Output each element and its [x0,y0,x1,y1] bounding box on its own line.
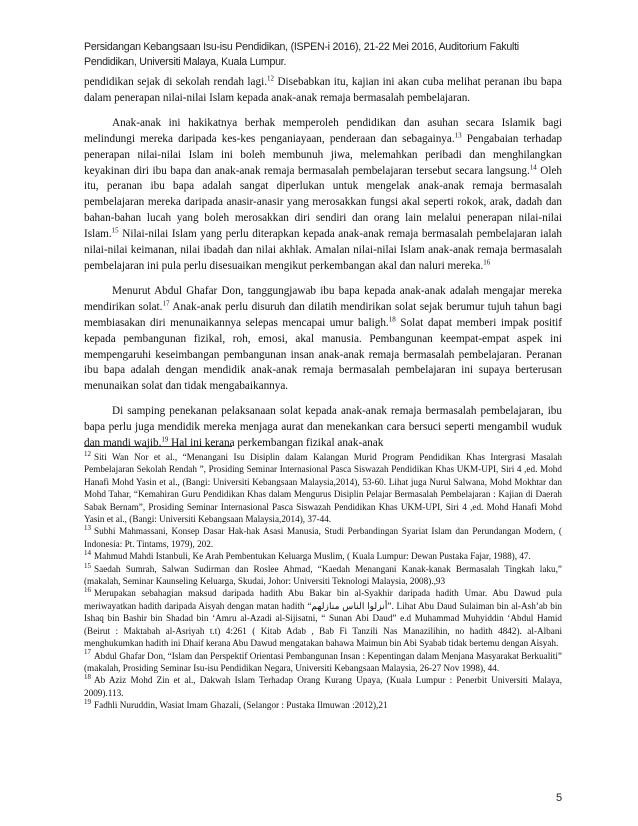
footnote-divider [84,446,232,447]
footnote-ref: 15 [111,226,119,235]
footnote-text: Saedah Sumrah, Salwan Sudirman dan Roslee Ahmad, “Kaedah Menangani Kanak-kanak Bermasalah Tingkah laku,” (makalah, Seminar Kaunseling Keluarga, Skudai, Johor: Universiti Teknologi Malaysia, 2008).,93 [84,563,562,587]
paragraph-4 [84,404,562,452]
footnote-17 [84,650,562,675]
footnote-13 [84,525,562,550]
footnote-12 [84,451,562,525]
footnote-number: 19 [84,698,91,707]
footnote-text: Fadhli Nuruddin, Wasiat Imam Ghazali, (Selangor : Pustaka Ilmuwan :2012),21 [94,700,388,711]
text-run: Menurut Abdul Ghafar Don, tanggungjawab ibu bapa kepada anak-anak adalah mengajar mereka mendirikan solat. [84,284,562,313]
paragraph-1 [84,75,562,107]
footnote-ref: 12 [267,74,274,83]
footnote-text: Siti Wan Nor et al., “Menangani Isu Disiplin dalam Kalangan Murid Program Pendidikan Khas Intergrasi Masalah Pembelajaran Sekolah Rendah ”, Prosiding Seminar Internasional Pasca Siswazah Pendidikan Khas UKM-UPI, Siri 4 ,ed. Mohd Hanafi Mohd Yasin et al., (Bangi: Universiti Kebangsaan Malaysia,2014), 53-60. Lihat juga Nurul Salwana, Mohd Mokhtar dan Mohd Tahar, “Kemahiran Guru Pendidikan Khas dalam Mengurus Disiplin Pelajar Bermasalah Pembelajaran : Kajian di Daerah Sabak Bernam”, Prosiding Seminar Internasional Pasca Siswazah Pendidikan Khas UKM-UPI, Siri 4 ,ed. Mohd Hanafi Mohd Yasin et al., (Bangi: Universiti Kebangsaan Malaysia,2014), 37-44. [84,452,562,525]
footnote-number: 14 [84,549,91,558]
paragraph-2 [84,116,562,275]
footnote-ref: 14 [529,162,537,171]
footnote-15 [84,563,562,588]
footnote-number: 16 [84,586,91,595]
header-line-2: Pendidikan, Universiti Malaya, Kuala Lumpur. [84,56,287,68]
footnote-text: Subhi Mahmassani, Konsep Dasar Hak-hak Asasi Manusia, Studi Perbandingan Syariat Islam dan Perundangan Modern, ( Indonesia: Pt. Tintams, 1979), 202. [84,526,562,549]
footnote-text: Ab Aziz Mohd Zin et al., Dakwah Islam Terhadap Orang Kurang Upaya, (Kuala Lumpur : Penerbit Universiti Malaya, 2009).113. [84,675,562,698]
text-run: Disebabkan itu, kajian ini akan cuba melihat peranan ibu bapa dalam penerapan nilai-nilai Islam kepada anak-anak remaja bermasalah pembelajaran. [84,76,562,104]
footnote-text: Mahmud Mahdi Istanbuli, Ke Arah Pembentukan Keluarga Muslim, ( Kuala Lumpur: Dewan Pustaka Fajar, 1988), 47. [94,551,531,562]
footnotes [84,451,562,712]
text-run: Solat dapat memberi impak positif kepada pembangunan fizikal, roh, emosi, akal manusia. Pembangunan keempat-empat aspek ini mempengaruhi keseimbangan pembangunan insan anak-anak remaja bermasalah pembelajaran. Peranan ibu bapa adalah dengan mendidik anak-anak remaja bermasalah pembelajaran ini supaya berterusan menunaikan solat dan tidak mengabaikannya. [84,316,563,393]
footnote-ref: 16 [483,258,491,267]
footnote-text: Abdul Ghafar Don, “Islam dan Perspektif Orientasi Pembangunan Insan : Kepentingan dalam Menjana Masyarakat Berkualiti” (makalah, Prosiding Seminar Isu-isu Pendidikan Negara, Universiti Kebangsaan Malaysia, 26-27 Nov 1998), 44. [84,650,562,673]
header-line-1: Persidangan Kebangsaan Isu-isu Pendidikan, (ISPEN-i 2016), 21-22 Mei 2016, Auditorium Fakulti [84,41,519,53]
footnote-ref: 17 [162,299,170,308]
footnote-19 [84,699,562,711]
footnote-14 [84,550,562,562]
running-header [84,40,564,70]
text-run: Di samping penekanan pelaksanaan solat kepada anak-anak remaja bermasalah pembelajaran, ibu bapa perlu juga mendidik mereka menjaga aurat dan menekankan cara bersuci seperti mengambil wuduk dan mandi wajib. [84,405,562,450]
text-run: Anak-anak ini hakikatnya berhak memperoleh pendidikan dan asuhan secara Islamik bagi melindungi mereka daripada kes-kes penganiayaan, penderaan dan sebagainya. [84,116,562,145]
page-number: 5 [556,792,563,804]
footnote-ref: 13 [454,130,462,139]
footnote-number: 18 [84,673,91,682]
footnote-ref: 19 [161,435,169,444]
text-run: Oleh itu, peranan ibu bapa adalah sangat diperlukan untuk mengelak anak-anak remaja bermasalah pembelajaran mereka daripada anasir-anasir yang merosakkan fungsi akal seperti rokok, arak, dadah dan bahan-bahan lucah yang boleh merosakkan diri sendiri dan orang lain melalui penerapan nilai-nilai Islam. [84,164,562,241]
footnote-number: 15 [84,561,91,570]
text-run: pendidikan sejak di sekolah rendah lagi. [84,76,267,88]
footnote-number: 13 [84,524,91,533]
main-text [84,75,562,461]
footnote-number: 17 [84,648,91,657]
footnote-text: Merupakan sebahagian maksud daripada hadith Abu Bakar bin al-Syakhir daripada hadith Umar. Abu Dawud pula meriwayatkan hadith daripada Aisyah dengan matan hadith “أنزلوا الناس منازلهم”. Lihat Abu Daud Sulaiman bin al-Ash’ab bin Ishaq bin Bashir bin Shadad bin ‘Amru al-Azadi al-Sijisatni, “ Sunan Abi Daud” e.d Muhammad Muhyiddin ‘Abdul Hamid (Beirut : Maktabah al-Asriyah t.t) 4:261 ( Kitab Adab , Bab Fi Tanzili Nas Manazilihin, no hadith 4842). al-Albani menghukumkan hadith ini Dhaif kerana Abu Dawud mengatakan bahawa Maimun bin Abi Syabab tidak bertemu dengan Aisyah. [84,588,563,649]
footnote-ref: 18 [388,314,396,323]
text-run: Hal ini kerana perkembangan fizikal anak-anak [168,437,384,450]
text-run: Pengabaian terhadap penerapan nilai-nilai Islam ini boleh membunuh jiwa, melemahkan peribadi dan menghilangkan keyakinan diri ibu bapa dan anak-anak remaja bermasalah pembelajaran tersebut secara langsung. [84,132,562,177]
footnote-18 [84,674,562,699]
paragraph-3 [84,284,562,395]
text-run: Nilai-nilai Islam yang perlu diterapkan kepada anak-anak remaja bermasalah pembelajaran ialah nilai-nilai keimanan, nilai ibadah dan nilai akhlak. Amalan nilai-nilai Islam anak-anak remaja bermasalah pembelajaran ini pula perlu disesuaikan mengikut perkembangan akal dan naluri mereka. [84,228,562,272]
text-run: Anak-anak perlu disuruh dan dilatih mendirikan solat sejak berumur tujuh tahun bagi membiasakan diri menunaikannya selepas mencapai umur baligh. [84,300,562,329]
footnote-number: 12 [84,449,91,458]
footnote-16 [84,587,562,649]
